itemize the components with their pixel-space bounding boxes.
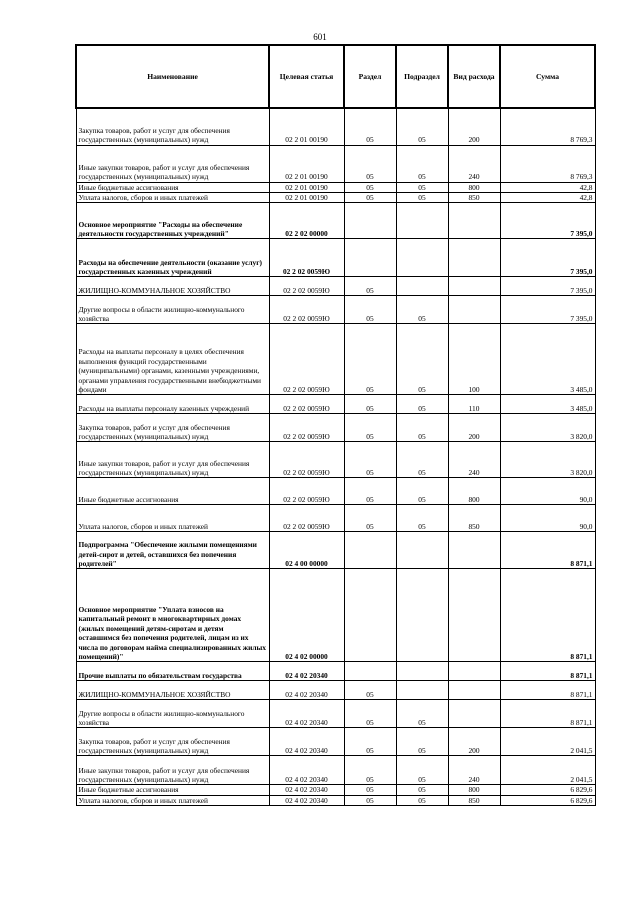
cell-section: 05 — [344, 192, 396, 202]
cell-section: 05 — [344, 442, 396, 478]
table-row — [76, 785, 595, 795]
cell-section: 05 — [344, 414, 396, 442]
cell-expense-type: 200 — [448, 414, 500, 442]
cell-name: Закупка товаров, работ и услуг для обеспечения государственных (муниципальных) нужд — [76, 414, 269, 442]
cell-expense-type: 240 — [448, 756, 500, 785]
cell-subsection: 05 — [396, 324, 448, 395]
cell-amount: 6 829,6 — [500, 795, 595, 805]
cell-name: Иные бюджетные ассигнования — [76, 182, 269, 192]
cell-amount: 3 485,0 — [500, 395, 595, 414]
cell-name: Расходы на обеспечение деятельности (оказание услуг) государственных казенных учреждений — [76, 239, 269, 277]
table-row — [76, 569, 595, 662]
cell-target: 02 2 02 0059Ю — [269, 478, 344, 505]
cell-subsection — [396, 239, 448, 277]
cell-section: 05 — [344, 108, 396, 145]
cell-subsection — [396, 681, 448, 700]
table-row — [76, 203, 595, 239]
cell-name: Другие вопросы в области жилищно-коммунального хозяйства — [76, 700, 269, 728]
table-body — [76, 108, 595, 806]
budget-table — [75, 44, 596, 806]
cell-target: 02 2 02 0059Ю — [269, 239, 344, 277]
cell-amount: 42,8 — [500, 182, 595, 192]
cell-section: 05 — [344, 324, 396, 395]
cell-subsection: 05 — [396, 795, 448, 805]
cell-name: Расходы на выплаты персоналу казенных учреждений — [76, 395, 269, 414]
table-row — [76, 700, 595, 728]
cell-target: 02 2 02 0059Ю — [269, 324, 344, 395]
cell-expense-type: 200 — [448, 108, 500, 145]
cell-amount: 90,0 — [500, 505, 595, 532]
cell-name: ЖИЛИЩНО-КОММУНАЛЬНОЕ ХОЗЯЙСТВО — [76, 277, 269, 296]
cell-amount: 7 395,0 — [500, 239, 595, 277]
cell-section — [344, 203, 396, 239]
cell-amount: 2 041,5 — [500, 728, 595, 756]
cell-amount: 8 871,1 — [500, 532, 595, 569]
cell-name: Иные бюджетные ассигнования — [76, 478, 269, 505]
cell-expense-type: 800 — [448, 182, 500, 192]
table-row — [76, 681, 595, 700]
cell-name: Иные закупки товаров, работ и услуг для обеспечения государственных (муниципальных) нужд — [76, 145, 269, 182]
cell-section: 05 — [344, 681, 396, 700]
cell-target: 02 2 02 0059Ю — [269, 277, 344, 296]
cell-subsection — [396, 662, 448, 681]
col-header-name: Наименование — [76, 45, 269, 108]
cell-expense-type: 240 — [448, 442, 500, 478]
cell-target: 02 2 01 00190 — [269, 182, 344, 192]
table-row — [76, 756, 595, 785]
cell-section: 05 — [344, 700, 396, 728]
table-row — [76, 442, 595, 478]
cell-section: 05 — [344, 182, 396, 192]
cell-expense-type — [448, 662, 500, 681]
table-row — [76, 795, 595, 805]
cell-target: 02 2 02 0059Ю — [269, 505, 344, 532]
cell-expense-type: 110 — [448, 395, 500, 414]
cell-target: 02 2 02 0059Ю — [269, 414, 344, 442]
cell-section: 05 — [344, 795, 396, 805]
cell-subsection: 05 — [396, 192, 448, 202]
cell-target: 02 2 01 00190 — [269, 108, 344, 145]
table-row — [76, 277, 595, 296]
cell-name: Уплата налогов, сборов и иных платежей — [76, 192, 269, 202]
table-row — [76, 324, 595, 395]
cell-name: Основное мероприятие "Расходы на обеспечение деятельности государственных учреждений" — [76, 203, 269, 239]
cell-target: 02 2 01 00190 — [269, 145, 344, 182]
cell-target: 02 4 02 20340 — [269, 728, 344, 756]
cell-amount: 8 871,1 — [500, 681, 595, 700]
cell-amount: 3 485,0 — [500, 324, 595, 395]
table-row — [76, 728, 595, 756]
cell-amount: 2 041,5 — [500, 756, 595, 785]
cell-expense-type: 850 — [448, 192, 500, 202]
cell-target: 02 2 02 0059Ю — [269, 395, 344, 414]
cell-section: 05 — [344, 756, 396, 785]
cell-subsection: 05 — [396, 756, 448, 785]
page-number: 601 — [313, 32, 327, 42]
cell-section: 05 — [344, 296, 396, 324]
cell-name: ЖИЛИЩНО-КОММУНАЛЬНОЕ ХОЗЯЙСТВО — [76, 681, 269, 700]
cell-subsection: 05 — [396, 700, 448, 728]
cell-name: Иные закупки товаров, работ и услуг для обеспечения государственных (муниципальных) нужд — [76, 442, 269, 478]
cell-subsection: 05 — [396, 414, 448, 442]
cell-target: 02 4 02 20340 — [269, 756, 344, 785]
cell-expense-type — [448, 700, 500, 728]
cell-expense-type: 850 — [448, 795, 500, 805]
cell-target: 02 2 01 00190 — [269, 192, 344, 202]
cell-name: Расходы на выплаты персоналу в целях обеспечения выполнения функций государственными (муниципальными) органами, казенными учреждениями, органами управления государственными внебюджетными фондами — [76, 324, 269, 395]
col-header-expense-type: Вид расхода — [448, 45, 500, 108]
cell-subsection: 05 — [396, 182, 448, 192]
table-row — [76, 505, 595, 532]
cell-subsection: 05 — [396, 478, 448, 505]
cell-target: 02 2 02 0059Ю — [269, 442, 344, 478]
cell-section — [344, 662, 396, 681]
cell-target: 02 4 02 20340 — [269, 785, 344, 795]
table-row — [76, 192, 595, 202]
cell-expense-type: 100 — [448, 324, 500, 395]
cell-amount: 6 829,6 — [500, 785, 595, 795]
cell-section: 05 — [344, 728, 396, 756]
cell-expense-type — [448, 296, 500, 324]
cell-expense-type — [448, 569, 500, 662]
cell-subsection: 05 — [396, 505, 448, 532]
cell-name: Уплата налогов, сборов и иных платежей — [76, 505, 269, 532]
cell-amount: 42,8 — [500, 192, 595, 202]
header-row — [76, 45, 595, 108]
col-header-subsection: Подраздел — [396, 45, 448, 108]
cell-name: Закупка товаров, работ и услуг для обеспечения государственных (муниципальных) нужд — [76, 728, 269, 756]
cell-target: 02 4 02 20340 — [269, 681, 344, 700]
table-row — [76, 182, 595, 192]
cell-target: 02 2 02 0059Ю — [269, 296, 344, 324]
cell-amount: 7 395,0 — [500, 296, 595, 324]
cell-name: Прочие выплаты по обязательствам государства — [76, 662, 269, 681]
cell-amount: 8 769,3 — [500, 108, 595, 145]
cell-amount: 3 820,0 — [500, 414, 595, 442]
cell-target: 02 4 02 20340 — [269, 662, 344, 681]
cell-amount: 8 769,3 — [500, 145, 595, 182]
table-row — [76, 395, 595, 414]
cell-subsection — [396, 569, 448, 662]
cell-expense-type: 850 — [448, 505, 500, 532]
table-row — [76, 108, 595, 145]
cell-expense-type — [448, 681, 500, 700]
cell-amount: 8 871,1 — [500, 662, 595, 681]
cell-target: 02 2 02 00000 — [269, 203, 344, 239]
cell-name: Другие вопросы в области жилищно-коммунального хозяйства — [76, 296, 269, 324]
cell-subsection — [396, 532, 448, 569]
cell-section: 05 — [344, 145, 396, 182]
cell-expense-type: 240 — [448, 145, 500, 182]
cell-name: Иные бюджетные ассигнования — [76, 785, 269, 795]
table-row — [76, 296, 595, 324]
col-header-amount: Сумма — [500, 45, 595, 108]
table-row — [76, 662, 595, 681]
cell-amount: 7 395,0 — [500, 203, 595, 239]
cell-expense-type — [448, 277, 500, 296]
table-row — [76, 478, 595, 505]
cell-expense-type: 200 — [448, 728, 500, 756]
cell-subsection: 05 — [396, 108, 448, 145]
cell-target: 02 4 02 20340 — [269, 700, 344, 728]
cell-amount: 7 395,0 — [500, 277, 595, 296]
cell-section: 05 — [344, 505, 396, 532]
cell-subsection: 05 — [396, 728, 448, 756]
cell-amount: 3 820,0 — [500, 442, 595, 478]
cell-name: Подпрограмма "Обеспечение жилыми помещениями детей-сирот и детей, оставшихся без попечения родителей" — [76, 532, 269, 569]
cell-expense-type — [448, 239, 500, 277]
cell-expense-type — [448, 203, 500, 239]
cell-section — [344, 532, 396, 569]
cell-target: 02 4 02 00000 — [269, 569, 344, 662]
cell-name: Закупка товаров, работ и услуг для обеспечения государственных (муниципальных) нужд — [76, 108, 269, 145]
cell-subsection: 05 — [396, 296, 448, 324]
cell-expense-type: 800 — [448, 785, 500, 795]
table-row — [76, 239, 595, 277]
table-row — [76, 532, 595, 569]
col-header-target: Целевая статья — [269, 45, 344, 108]
cell-amount: 90,0 — [500, 478, 595, 505]
cell-name: Основное мероприятие "Уплата взносов на капитальный ремонт в многоквартирных домах (жилых помещений детям-сиротам и детям оставшимся без попечения родителей, лицам из их числа по договорам найма специализированных жилых помещений)" — [76, 569, 269, 662]
cell-expense-type: 800 — [448, 478, 500, 505]
cell-amount: 8 871,1 — [500, 700, 595, 728]
cell-section: 05 — [344, 478, 396, 505]
cell-amount: 8 871,1 — [500, 569, 595, 662]
cell-subsection: 05 — [396, 145, 448, 182]
table-row — [76, 145, 595, 182]
cell-subsection — [396, 277, 448, 296]
cell-section — [344, 569, 396, 662]
table-row — [76, 414, 595, 442]
cell-subsection: 05 — [396, 442, 448, 478]
cell-name: Иные закупки товаров, работ и услуг для обеспечения государственных (муниципальных) нужд — [76, 756, 269, 785]
cell-subsection: 05 — [396, 395, 448, 414]
cell-target: 02 4 00 00000 — [269, 532, 344, 569]
cell-section: 05 — [344, 785, 396, 795]
cell-section — [344, 239, 396, 277]
cell-expense-type — [448, 532, 500, 569]
cell-section: 05 — [344, 277, 396, 296]
cell-subsection — [396, 203, 448, 239]
cell-subsection: 05 — [396, 785, 448, 795]
cell-section: 05 — [344, 395, 396, 414]
cell-name: Уплата налогов, сборов и иных платежей — [76, 795, 269, 805]
cell-target: 02 4 02 20340 — [269, 795, 344, 805]
col-header-section: Раздел — [344, 45, 396, 108]
